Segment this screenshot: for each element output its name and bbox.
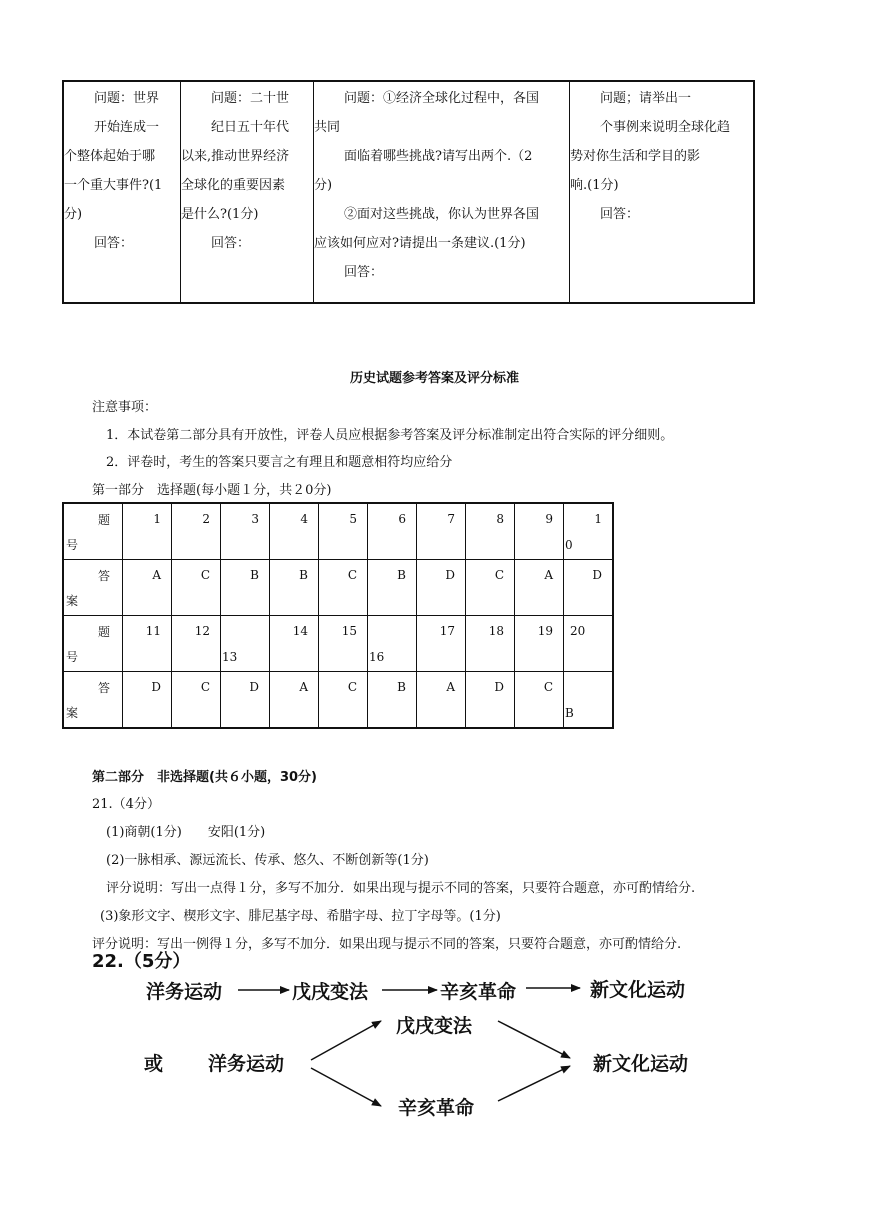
q2-line: 以来,推动世界经济	[181, 149, 290, 164]
branch-node-yangwu: 洋务运动	[208, 1053, 285, 1075]
q4-line: 问题；请举出一	[600, 91, 692, 106]
answer-cell: D	[564, 560, 614, 616]
arrow-7	[498, 1066, 570, 1101]
num-cell: 7	[417, 503, 466, 560]
note-1: 1．本试卷第二部分具有开放性，评卷人员应根据参考答案及评分标准制定出符合实际的评分细则。	[106, 428, 674, 443]
chain-node-xinwenhua: 新文化运动	[590, 979, 686, 1001]
q1-line: 一个重大事件?(1	[64, 178, 163, 193]
q4-line: 个事例来说明全球化趋	[600, 120, 731, 135]
q21-answer-1: (1)商朝(1分) 安阳(1分)	[106, 825, 266, 840]
answer-cell: A	[515, 560, 564, 616]
header-cell-answer: 答 案	[63, 560, 123, 616]
q21-answer-3: (3)象形文字、楔形文字、腓尼基字母、希腊字母、拉丁字母等。(1分)	[100, 909, 501, 924]
q2-line: 是什么?(1分)	[181, 207, 259, 222]
num-cell: 17	[417, 616, 466, 672]
num-cell: 16	[368, 616, 417, 672]
q2-line: 纪日五十年代	[211, 120, 290, 135]
branch-node-xinwenhua: 新文化运动	[593, 1053, 689, 1075]
answer-cell: D	[466, 672, 515, 729]
q22-heading: 22.（5分）	[92, 951, 191, 972]
num-cell: 4	[270, 503, 319, 560]
answer-cell: D	[221, 672, 270, 729]
q3-line: 面临着哪些挑战?请写出两个.（2	[344, 149, 533, 164]
q21-scoring-note-2: 评分说明：写出一例得１分，多写不加分．如果出现与提示不同的答案，只要符合题意，亦可酌情给分.	[92, 937, 682, 952]
num-cell: 6	[368, 503, 417, 560]
notes-heading: 注意事项：	[92, 400, 158, 415]
q1-line: 开始连成一	[94, 120, 160, 135]
num-cell: 1	[123, 503, 172, 560]
answer-cell: B	[221, 560, 270, 616]
q21-heading: 21.（4分）	[92, 797, 160, 812]
branch-node-xinhai: 辛亥革命	[398, 1097, 475, 1119]
answer-cell: B	[270, 560, 319, 616]
num-cell: 9	[515, 503, 564, 560]
q4-line: 势对你生活和学目的影	[570, 149, 701, 164]
num-cell: 1 0	[564, 503, 614, 560]
q3-line: 应该如何应对?请提出一条建议.(1分)	[314, 236, 526, 251]
arrow-4	[311, 1021, 381, 1060]
answer-cell: C	[172, 560, 221, 616]
answer-cell: B	[564, 672, 614, 729]
q21-scoring-note-1: 评分说明：写出一点得１分，多写不加分．如果出现与提示不同的答案，只要符合题意，亦可酌情给分.	[106, 881, 696, 896]
answer-cell: A	[123, 560, 172, 616]
num-cell: 3	[221, 503, 270, 560]
q1-line: 分)	[64, 207, 83, 222]
page-title: 历史试题参考答案及评分标准	[349, 371, 519, 386]
q1-line: 个整体起始于哪	[64, 149, 156, 164]
arrow-5	[311, 1068, 381, 1106]
header-cell-answer: 答 案	[63, 672, 123, 729]
q4-answer-label: 回答：	[600, 207, 640, 222]
answer-cell: A	[417, 672, 466, 729]
num-cell: 13	[221, 616, 270, 672]
q3-answer-label: 回答：	[344, 265, 384, 280]
num-cell: 2	[172, 503, 221, 560]
answer-cell: C	[515, 672, 564, 729]
q1-answer-label: 回答：	[94, 236, 134, 251]
q2-answer-label: 回答：	[211, 236, 251, 251]
q3-line: 共同	[314, 120, 341, 135]
answer-cell: C	[319, 560, 368, 616]
q2-line: 全球化的重要因素	[181, 178, 286, 193]
q3-line: ②面对这些挑战，你认为世界各国	[344, 207, 540, 222]
answer-cell: D	[417, 560, 466, 616]
chain-node-xinhai: 辛亥革命	[440, 981, 517, 1003]
answer-cell: C	[319, 672, 368, 729]
num-cell: 15	[319, 616, 368, 672]
answer-cell: C	[466, 560, 515, 616]
num-cell: 20	[564, 616, 614, 672]
note-2: 2．评卷时，考生的答案只要言之有理且和题意相符均应给分	[106, 455, 453, 470]
num-cell: 19	[515, 616, 564, 672]
answer-cell: B	[368, 560, 417, 616]
chain-node-yangwu: 洋务运动	[146, 981, 223, 1003]
q4-line: 响.(1分)	[570, 178, 619, 193]
num-cell: 5	[319, 503, 368, 560]
num-cell: 14	[270, 616, 319, 672]
num-cell: 11	[123, 616, 172, 672]
answer-cell: B	[368, 672, 417, 729]
header-cell-question: 题 号	[63, 616, 123, 672]
answer-cell: A	[270, 672, 319, 729]
or-label: 或	[144, 1053, 164, 1075]
branch-node-wuxu: 戊戌变法	[396, 1015, 473, 1037]
part2-heading: 第二部分 非选择题(共６小题，30分)	[92, 770, 317, 785]
part1-heading: 第一部分 选择题(每小题１分，共２0分)	[92, 483, 332, 498]
q2-line: 问题：二十世	[211, 91, 290, 106]
q3-line: 问题：①经济全球化过程中，各国	[344, 91, 540, 106]
num-cell: 8	[466, 503, 515, 560]
header-cell-question: 题 号	[63, 503, 123, 560]
q1-line: 问题：世界	[94, 91, 160, 106]
answer-cell: D	[123, 672, 172, 729]
num-cell: 12	[172, 616, 221, 672]
arrow-6	[498, 1021, 570, 1058]
chain-node-wuxu: 戊戌变法	[292, 981, 369, 1003]
answer-cell: C	[172, 672, 221, 729]
q3-line: 分)	[314, 178, 333, 193]
q21-answer-2: (2)一脉相承、源远流长、传承、悠久、不断创新等(1分)	[106, 853, 429, 868]
num-cell: 18	[466, 616, 515, 672]
